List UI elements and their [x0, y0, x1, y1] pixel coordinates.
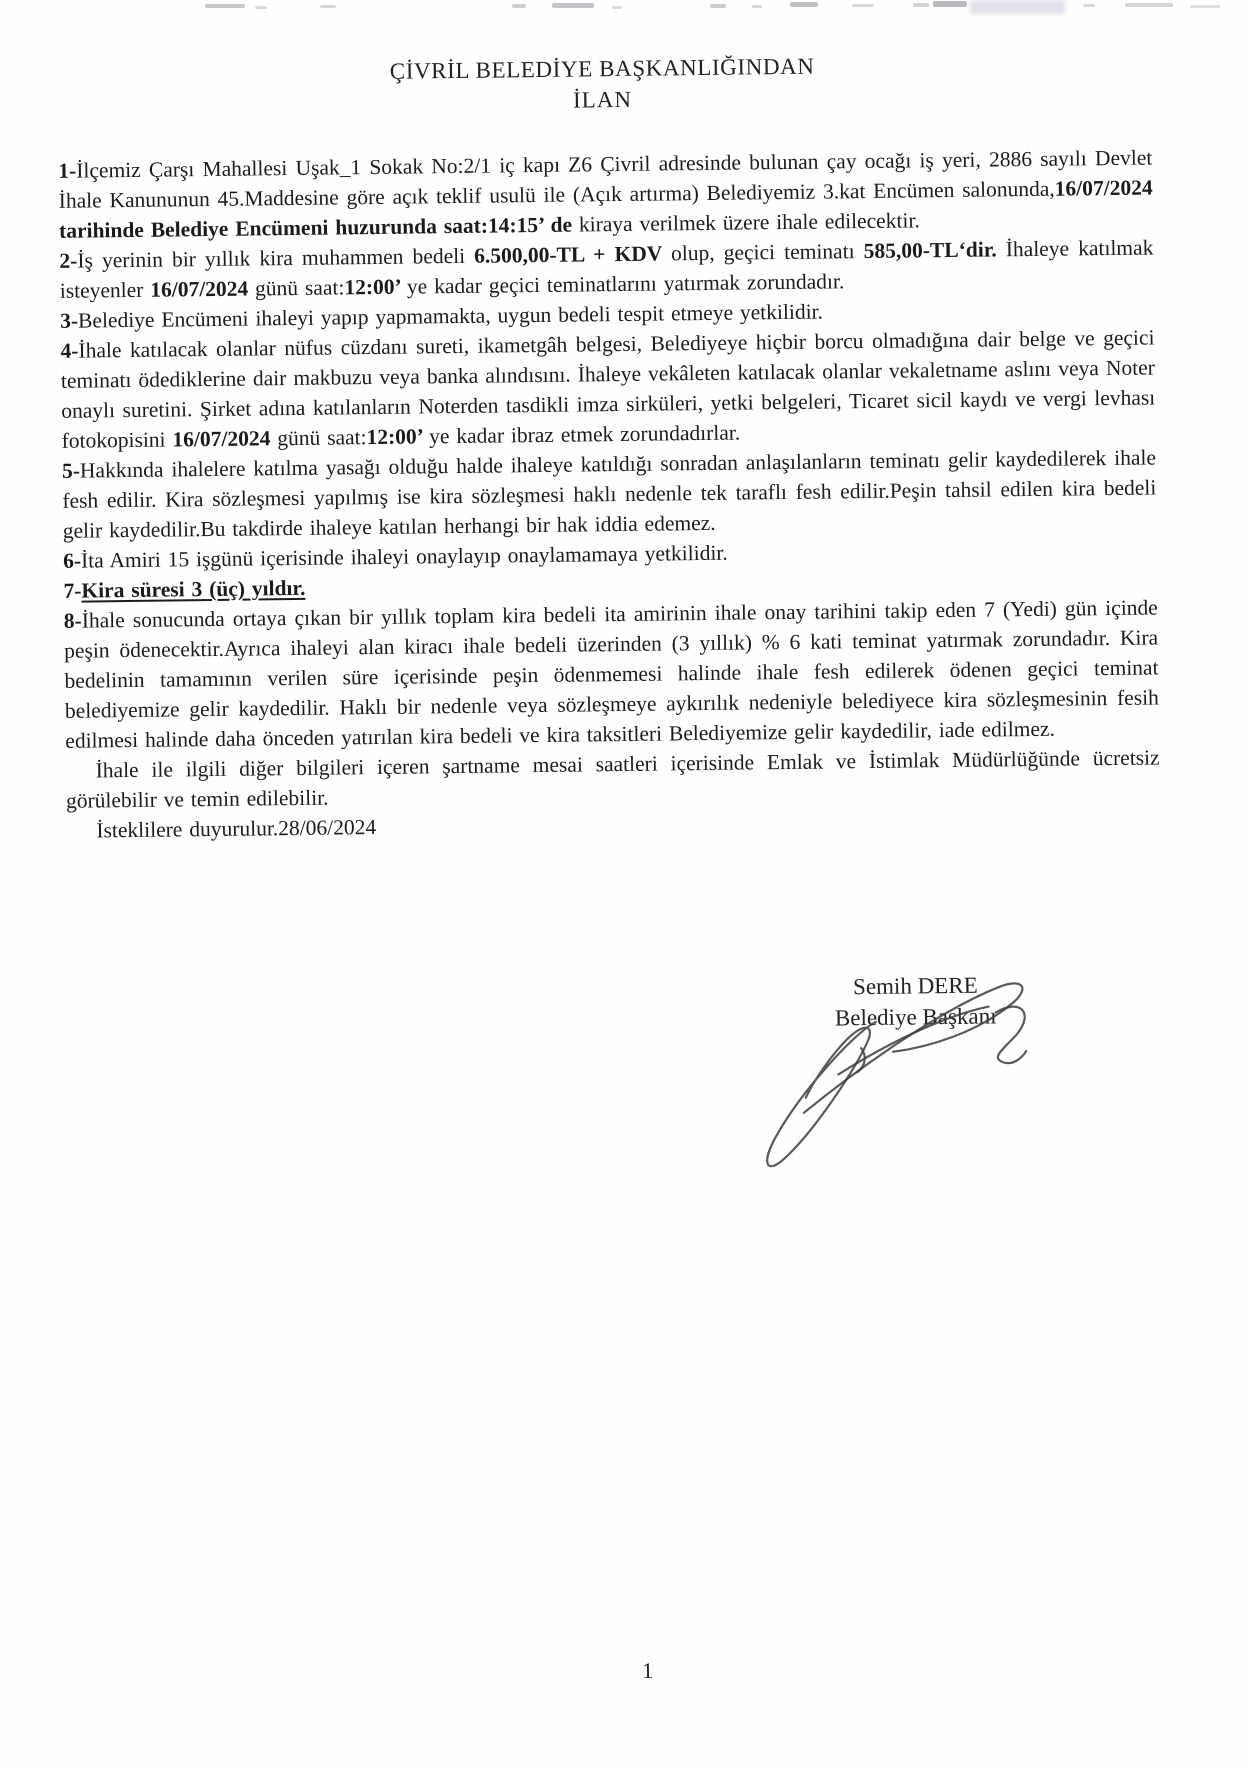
text-run: günü saat: [254, 275, 345, 301]
text-run: 3- [60, 308, 79, 333]
text-run: İsteklilere duyurulur.28/06/2024 [96, 815, 377, 843]
text-run: kiraya verilmek üzere ihale edilecektir. [578, 208, 920, 237]
text-run: 4- [60, 338, 79, 363]
paragraph [58, 142, 1153, 245]
text-run: 8- [63, 608, 82, 633]
text-run: 2- [59, 248, 78, 273]
text-run: İhale katılacak olanlar nüfus cüzdanı sureti, ikametgâh belgesi, Belediyeye hiçbir borcu olmadığına dair belge ve geçici teminatı ödediklerine dair makbuzu veya banka alındısını. İhaleye vekâleten katılacak olanlar vekaletname aslını veya Noter onaylı suretini. Şirket adına katılanların Noterden tasdikli imza sirküleri, yetki belgeleri, Ticaret sicil kaydı ve vergi levhası fotokopisini [60, 325, 1156, 453]
text-run: 16/07/2024 [150, 276, 256, 302]
text-run: 12:00’ [344, 274, 408, 300]
handwritten-signature-icon [742, 950, 1045, 1189]
text-run: 16/07/2024 [172, 426, 278, 452]
text-run: 6.500,00-TL + KDV [474, 241, 672, 268]
document-subtitle: İLAN [572, 86, 633, 113]
document-body [58, 142, 1160, 845]
text-run: İhale sonucunda ortaya çıkan bir yıllık toplam kira bedeli ita amirinin ihale onay tarihini takip eden 7 (Yedi) gün içinde peşin ödenecektir.Ayrıca ihaleyi alan kiracı ihale bedeli üzerinden (3 yıllık) % 6 kati teminat yatırmak zorundadır. Kira bedelinin tamamının verilen süre içerisinde peşin ödenmemesi halinde ihale fesh edilerek ödenen geçici teminat belediyemize gelir kaydedilir. Haklı bir nedenle veya sözleşmeye aykırılık nedeniyle belediyece kira sözleşmesinin fesih edilmesi halinde daha önceden yatırılan kira bedeli ve kira taksitleri Belediyemize gelir kaydedilir, iade edilmez. [64, 595, 1160, 753]
page-number: 1 [642, 1657, 654, 1683]
text-run: 12:00’ [366, 424, 430, 450]
document-title: ÇİVRİL BELEDİYE BAŞKANLIĞINDAN [389, 53, 815, 84]
text-run: ye kadar ibraz etmek zorundadırlar. [428, 420, 741, 449]
text-run: 7- [63, 578, 82, 603]
paragraph [62, 442, 1157, 545]
text-run: günü saat: [277, 425, 367, 451]
paragraph [60, 322, 1155, 455]
text-run: İhale ile ilgili diğer bilgileri içeren şartname mesai saatleri içerisinde Emlak ve İstimlak Müdürlüğünde ücretsiz görülebilir ve temin edilebilir. [65, 745, 1160, 813]
text-run: İta Amiri 15 işgünü içerisinde ihaleyi onaylayıp onaylamamaya yetkilidir. [80, 540, 728, 573]
text-run: İş yerinin bir yıllık kira muhammen bedeli [77, 243, 475, 273]
text-run: Kira süresi 3 (üç) yıldır. [81, 575, 306, 603]
text-run: olup, geçici teminatı [670, 239, 864, 266]
paragraph [64, 592, 1160, 755]
text-run: İlçemiz Çarşı Mahallesi Uşak_1 Sokak No:2/1 iç kapı Z6 Çivril adresinde bulunan çay ocağı iş yeri, 2886 sayılı Devlet İhale Kanununun 45.Maddesine göre açık teklif usulü ile (Açık artırma) Belediyemiz 3.kat Encümen salonunda, [58, 145, 1153, 213]
text-run: Belediye Encümeni ihaleyi yapıp yapmamakta, uygun bedeli tespit etmeye yetkilidir. [77, 299, 824, 333]
text-run: ye kadar geçici teminatlarını yatırmak zorundadır. [406, 269, 845, 299]
text-run: 5- [61, 458, 81, 483]
text-run: İhaleye katılmak isteyenler [59, 235, 1154, 303]
signatory-name: Semih DERE [852, 972, 978, 1000]
text-run: Hakkında ihalelere katılma yasağı olduğu halde ihaleye katıldığı sonradan anlaşılanların teminatı gelir kaydedilerek ihale fesh edilir. Kira sözleşmesi yapılmış ise kira sözleşmesi haklı nedenle tek taraflı fesh edilir.Peşin tahsil edilen kira bedeli gelir kaydedilir.Bu takdirde ihaleye katılan herhangi bir hak iddia edemez. [62, 445, 1157, 543]
text-run: 6- [62, 548, 82, 573]
signatory-title: Belediye Başkanı [834, 1003, 997, 1031]
text-run: 1- [58, 158, 77, 183]
text-run: 16/07/2024 tarihinde Belediye Encümeni huzurunda saat:14:15’ de [58, 175, 1153, 243]
text-run: 585,00-TL‘dir. [863, 237, 1006, 264]
